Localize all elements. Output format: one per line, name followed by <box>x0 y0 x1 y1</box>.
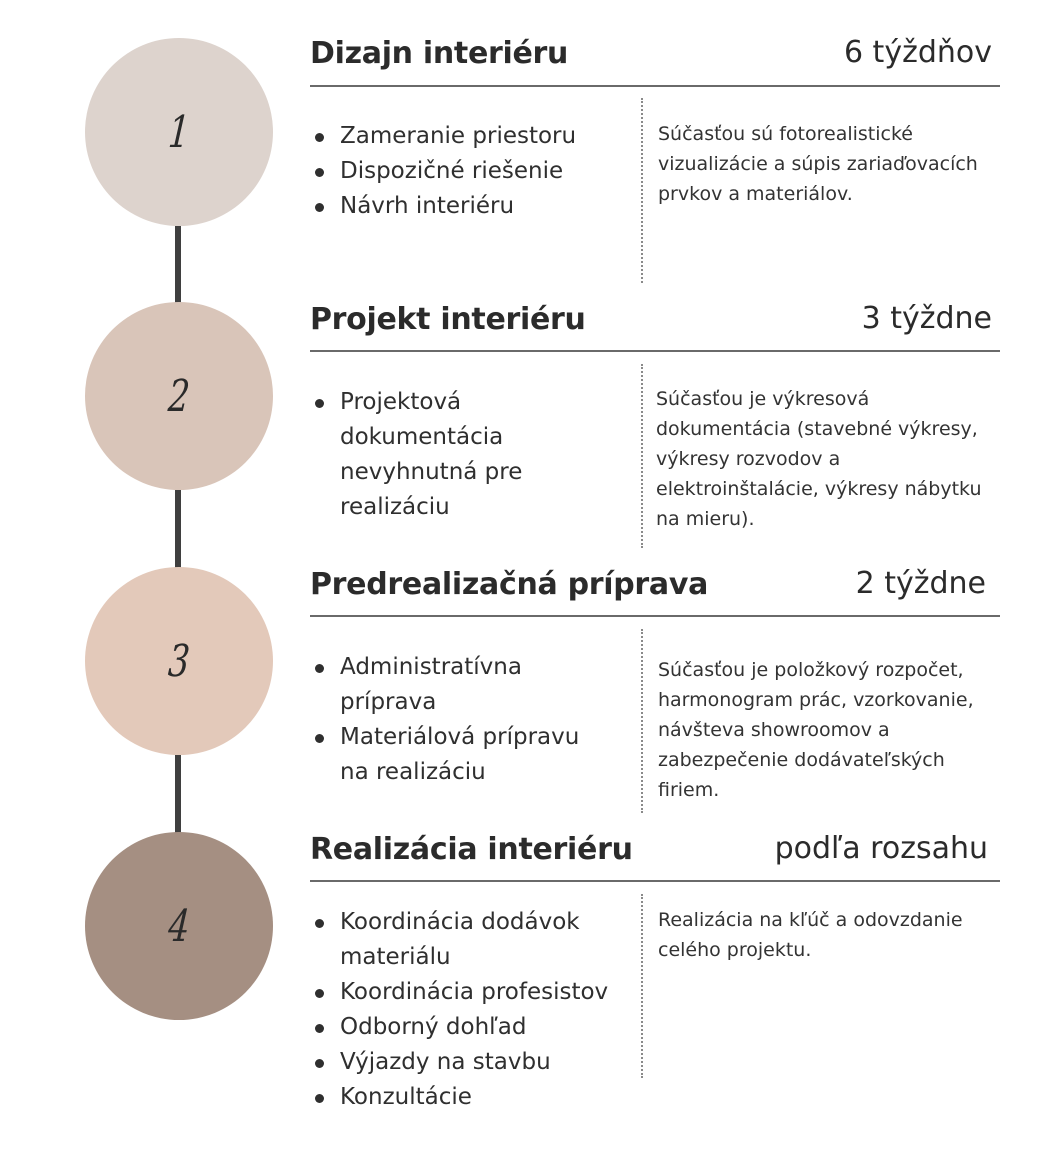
list-item: Návrh interiéru <box>310 189 610 224</box>
step-circle-2 <box>85 302 273 490</box>
stage-duration: podľa rozsahu <box>774 831 988 866</box>
step-number: 1 <box>166 106 192 158</box>
task-list <box>310 905 640 1115</box>
list-item: Dispozičné riešenie <box>310 154 610 189</box>
list-item: Koordinácia dodávok materiálu <box>310 905 640 975</box>
stage-1 <box>310 32 1000 292</box>
stage-description: Súčasťou je položkový rozpočet, harmonogram prác, vzorkovanie, návšteva showroomov a zabezpečenie dodávateľských firiem. <box>658 659 974 801</box>
column-divider <box>641 629 643 813</box>
stage-description: Súčasťou je výkresová dokumentácia (stavebné výkresy, výkresy rozvodov a elektroinštalácie, výkresy nábytku na mieru). <box>656 388 982 530</box>
stage-title: Realizácia interiéru <box>310 832 633 867</box>
stage-duration: 2 týždne <box>855 566 986 601</box>
stage-title: Dizajn interiéru <box>310 36 569 71</box>
step-circle-3 <box>85 567 273 755</box>
list-item: Projektová dokumentácia nevyhnutná pre realizáciu <box>310 385 540 525</box>
list-item: Odborný dohľad <box>310 1010 640 1045</box>
step-number: 4 <box>166 900 192 952</box>
list-item: Administratívna príprava <box>310 650 590 720</box>
stage-2 <box>310 298 1000 558</box>
column-divider <box>641 894 643 1078</box>
list-item: Konzultácie <box>310 1080 640 1115</box>
stage-duration: 3 týždne <box>861 301 992 336</box>
step-circle-4 <box>85 832 273 1020</box>
stage-header <box>310 828 1000 882</box>
list-item: Výjazdy na stavbu <box>310 1045 640 1080</box>
column-divider <box>641 98 643 283</box>
stage-title: Projekt interiéru <box>310 302 586 337</box>
task-list <box>310 119 610 224</box>
list-item: Koordinácia profesistov <box>310 975 640 1010</box>
task-list <box>310 650 590 790</box>
step-circle-1 <box>85 38 273 226</box>
stage-duration: 6 týždňov <box>843 35 992 70</box>
stage-description: Realizácia na kľúč a odovzdanie celého projektu. <box>658 909 963 961</box>
list-item: Materiálová prípravu na realizáciu <box>310 720 590 790</box>
timeline-connector <box>175 225 181 307</box>
stage-header <box>310 563 1000 617</box>
stage-4 <box>310 828 1000 1128</box>
list-item: Zameranie priestoru <box>310 119 610 154</box>
stage-3 <box>310 563 1000 823</box>
column-divider <box>641 364 643 548</box>
step-number: 2 <box>166 370 192 422</box>
step-number: 3 <box>166 635 192 687</box>
timeline-connector <box>175 752 181 838</box>
stage-header <box>310 32 1000 87</box>
stage-title: Predrealizačná príprava <box>310 567 709 602</box>
stage-header <box>310 298 1000 352</box>
stage-description: Súčasťou sú fotorealistické vizualizácie a súpis zariaďovacích prvkov a materiálov. <box>658 123 978 205</box>
timeline-connector <box>175 488 181 572</box>
task-list <box>310 385 540 525</box>
